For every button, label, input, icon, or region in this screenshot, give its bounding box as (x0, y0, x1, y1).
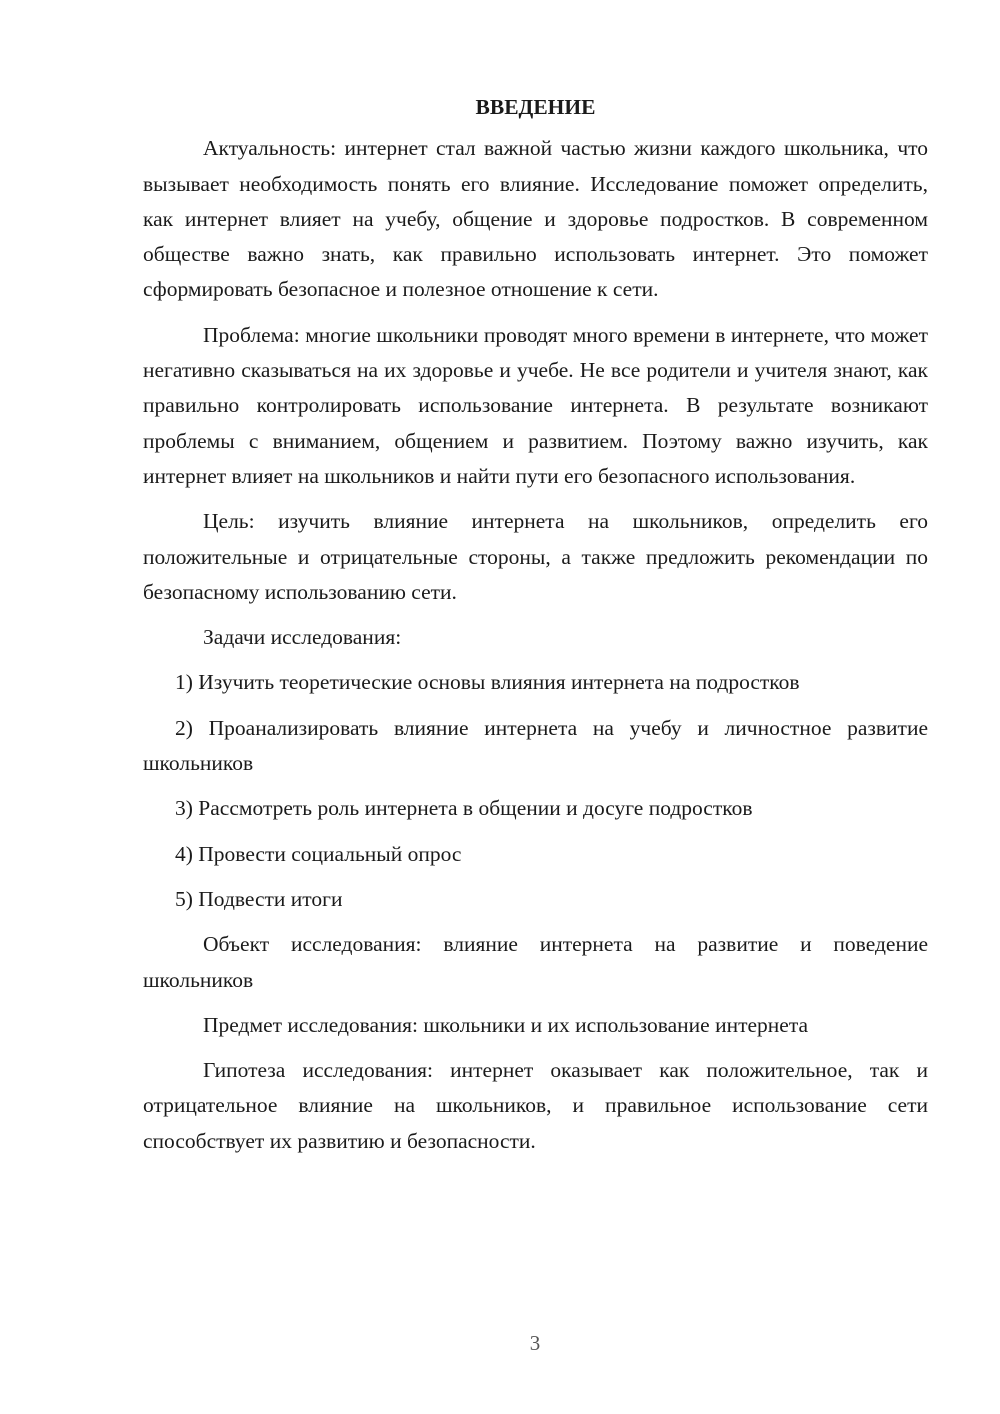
goal-paragraph: Цель: изучить влияние интернета на школьников, определить его положительные и отрицательные стороны, а также предложить рекомендации по безопасному использованию сети. (143, 509, 928, 604)
page-content (143, 90, 928, 1169)
tasks-heading: Задачи исследования: (203, 625, 402, 650)
list-item: 1) Изучить теоретические основы влияния интернета на подростков (175, 670, 800, 695)
relevance-paragraph: Актуальность: интернет стал важной частью жизни каждого школьника, что вызывает необходимость понять его влияние. Исследование поможет определить, как интернет влияет на учебу, общение и здоровье подростков. В современном обществе важно знать, как правильно использовать интернет. Это поможет сформировать безопасное и полезное отношение к сети. (143, 136, 928, 302)
list-item: 5) Подвести итоги (175, 886, 343, 911)
object-paragraph: Объект исследования: влияние интернета на развитие и поведение школьников (143, 932, 928, 992)
list-item: 4) Провести социальный опрос (175, 841, 462, 866)
subject-paragraph: Предмет исследования: школьники и их использование интернета (203, 1012, 809, 1037)
tasks-list (143, 665, 928, 917)
page-title: ВВЕДЕНИЕ (475, 95, 596, 119)
page-number: 3 (529, 1331, 541, 1355)
hypothesis-paragraph: Гипотеза исследования: интернет оказывает как положительное, так и отрицательное влияние на школьников, и правильное использование сети способствует их развитию и безопасности. (143, 1058, 928, 1153)
problem-paragraph: Проблема: многие школьники проводят много времени в интернете, что может негативно сказываться на их здоровье и учебе. Не все родители и учителя знают, как правильно контролировать использование интернета. В результате возникают проблемы с вниманием, общением и развитием. Поэтому важно изучить, как интернет влияет на школьников и найти пути его безопасного использования. (143, 322, 928, 488)
list-item: 3) Рассмотреть роль интернета в общении и досуге подростков (175, 796, 753, 821)
list-item: 2) Проанализировать влияние интернета на учебу и личностное развитие школьников (143, 715, 928, 776)
